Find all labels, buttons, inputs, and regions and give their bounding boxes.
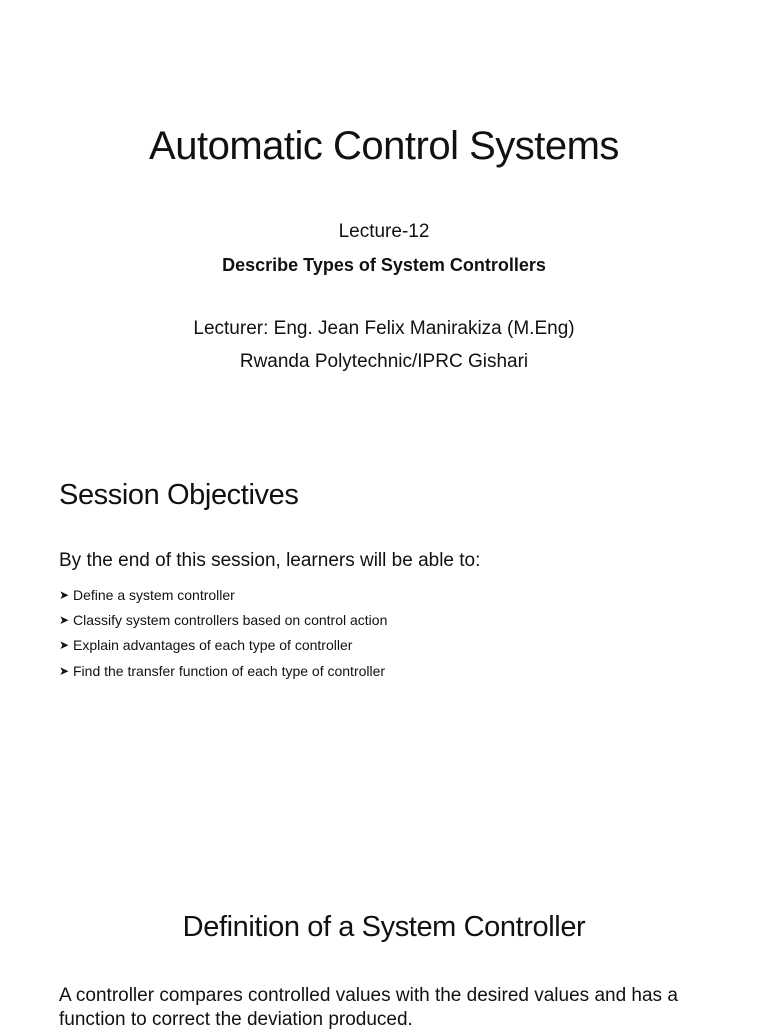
arrow-bullet-icon: ➤ [59,587,70,602]
objectives-list [59,582,387,683]
objectives-intro: By the end of this session, learners will be able to: [59,550,481,571]
lecturer-name: Lecturer: Eng. Jean Felix Manirakiza (M.Eng) [193,318,575,339]
objective-text: Classify system controllers based on control action [73,611,388,628]
objective-item [59,633,387,658]
objective-text: Find the transfer function of each type of controller [73,662,386,679]
objectives-heading: Session Objectives [59,479,299,511]
objective-item [59,582,387,607]
objective-text: Define a system controller [73,586,235,603]
slide-title: Automatic Control Systems [149,124,619,168]
arrow-bullet-icon: ➤ [59,612,70,627]
definition-paragraph: A controller compares controlled values with the desired values and has a function to correct the deviation produced. [59,985,678,1030]
objective-text: Explain advantages of each type of controller [73,637,353,654]
arrow-bullet-icon: ➤ [59,638,70,653]
lecture-topic: Describe Types of System Controllers [222,255,546,275]
arrow-bullet-icon: ➤ [59,663,70,678]
objective-item [59,607,387,632]
objective-item [59,658,387,683]
lecture-number: Lecture-12 [338,221,430,242]
institution-name: Rwanda Polytechnic/IPRC Gishari [239,351,529,372]
definition-heading: Definition of a System Controller [182,911,586,943]
